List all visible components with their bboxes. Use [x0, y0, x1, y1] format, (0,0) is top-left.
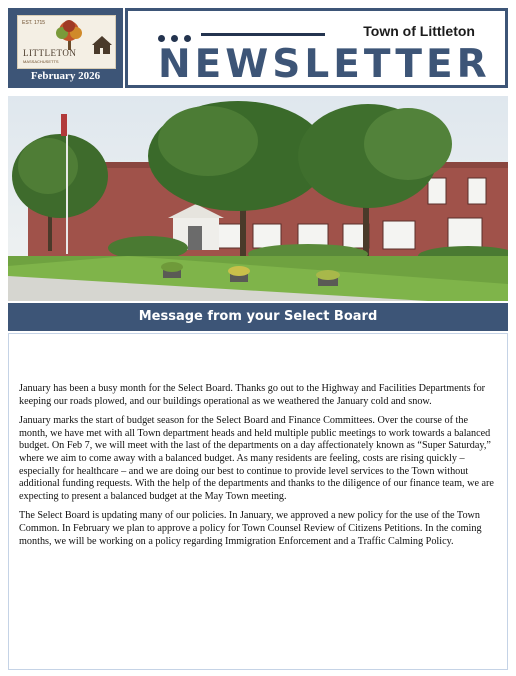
decorative-rule: [201, 33, 325, 36]
dot-icon: [171, 35, 178, 42]
newsletter-title: NEWSLETTER: [158, 42, 491, 87]
article-body: [19, 383, 497, 555]
masthead: [125, 8, 508, 88]
article-paragraph: The Select Board is updating many of our policies. In January, we approved a new policy for the use of the Town Common. In February we plan to approve a policy for Town Counsel Review of Citizens Petitions. In the coming months, we will be working on a policy regarding Immigration Enforcement and a Traffic Calming Policy.: [19, 510, 482, 547]
section-heading: Message from your Select Board: [8, 303, 508, 331]
dot-icon: [184, 35, 191, 42]
article-paragraph: January has been a busy month for the Select Board. Thanks go out to the Highway and Facilities Departments for keeping our roads plowed, and our buildings operational as we weathered the January cold and snow.: [19, 383, 486, 407]
article-box: [8, 333, 508, 670]
issue-date: February 2026: [30, 70, 101, 82]
town-hall-photo: [8, 96, 508, 301]
town-name: Town of Littleton: [363, 23, 475, 39]
dot-icon: [158, 35, 165, 42]
logo-est: EST. 1715: [22, 20, 46, 26]
logo-panel: [8, 8, 123, 88]
logo-subtitle: MASSACHUSETTS: [23, 59, 59, 64]
article-paragraph: January marks the start of budget season for the Select Board and Finance Committees. Over the course of the month, we have met with all Town department heads and held multiple public meetings to work towards a balanced budget. On Feb 7, we will meet with the last of the departments on a day affectionately known as “Super Saturday,” where we aim to come away with a balanced budget. As many residents are feeling, costs are rising quickly – especially for healthcare – and we are doing our best to continue to provide level services to the Town without additional funding requests. With the help of the departments and thanks to the diligence of our finance team, we are expecting to present a balanced budget at the May Town meeting.: [19, 414, 494, 503]
town-logo: [17, 15, 116, 69]
logo-name: LITTLETON: [23, 48, 77, 58]
